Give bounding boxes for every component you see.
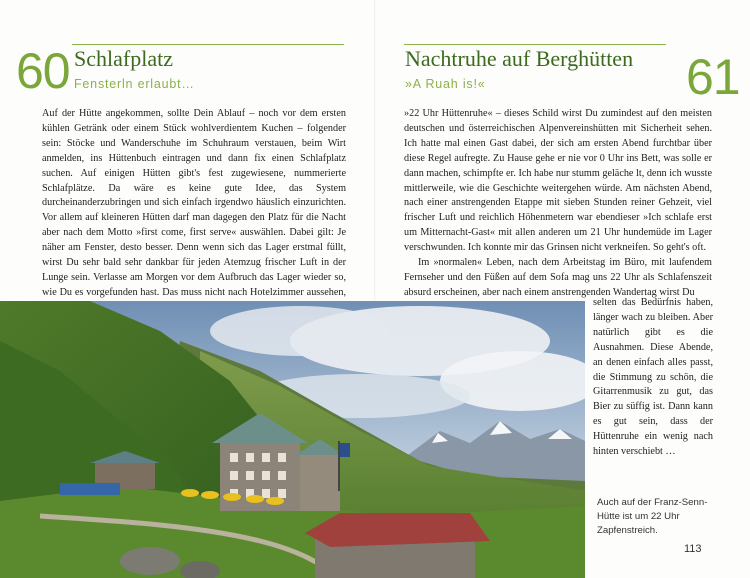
left-title-rule [72, 44, 344, 45]
mountain-hut-landscape-image [0, 301, 585, 578]
right-page-title: Nachtruhe auf Berghütten [405, 46, 634, 71]
photo-caption: Auch auf der Franz-Senn-Hütte ist um 22 Uhr Zapfenstreich. [597, 497, 708, 536]
right-page-number: 61 [686, 49, 740, 105]
right-page-subtitle: »A Ruah is!« [405, 77, 486, 91]
left-page-title: Schlafplatz [74, 46, 173, 71]
right-title-rule [404, 44, 666, 45]
right-body-paragraph-1: »22 Uhr Hüttenruhe« – dieses Schild wirst Du zumindest auf den meisten deutschen und österreichischen Alpenvereinshütten mit Sicherheit sehen. Ich hatte mal einen Gast dabei, der sich am ersten Abend furchtbar über diese Regel aufregte. Zu Hause gehe er nie vor 0 Uhr ins Bett, was solle er dann machen, schimpfte er. Ich habe nur stumm geläche lt, denn ich wusste mittlerweile, wie die Geschichte weitergehen würde. Am nächsten Abend, nach einer anstrengenden Etappe mit sieben Stunden reiner Gehzeit, viel frischer Luft und reichlich Höhenmetern war ebendieser »Ich schlafe erst um Mitternacht-Gast« mit allen anderen um 21 Uhr hundemüde im Lager verschwunden. Ich konnte mir das Grinsen nicht verkneifen. So geht's oft. [404, 108, 712, 254]
left-body-paragraph: Auf der Hütte angekommen, sollte Dein Ablauf – noch vor dem ersten kühlen Getränk oder einem Stück wohlverdientem Kuchen – folgender sein: Stöcke und Wanderschuhe im Schuhraum verstauen, beim Wirt anmelden, ins Hüttenbuch eintragen und dann fix einen Schlafplatz suchen. Auf einigen Hütten gibt's fest zugewiesene, nummerierte Schlafplätze. Da wäre es keine gute Idee, das System durcheinanderzubringen und sich einfach irgendwo häuslich einzurichten. Vor allem auf kleineren Hütten darf man dagegen den Platz für die Nacht aber nach dem Motto »first come, first serve« auswählen. Dabei gilt: Je näher am Fenster, desto besser. Denn wenn sich das Lager erstmal füllt, wirst Du sehr bald sehr dankbar für jeden Atemzug frischer Luft in der Lunge sein. Verlasse am Morgen vor dem Aufbruch das Lager wieder so, wie Du es vorgefunden hast. Das muss nicht nach Hotelzimmer aussehen, [42, 108, 346, 298]
right-body-paragraph-2: Im »normalen« Leben, nach dem Arbeitstag im Büro, mit laufendem Fernseher und den Füßen auf dem Sofa mag uns 22 Uhr als Schlafenszeit absurd erscheinen, aber nach einem anstrengenden Wandertag wirst Du [404, 257, 712, 298]
left-body-text [42, 107, 346, 331]
left-page-subtitle: Fensterln erlaubt… [74, 77, 195, 91]
right-body-text [404, 107, 712, 301]
right-body-paragraph-2-wrap: selten das Bedürfnis haben, länger wach zu bleiben. Aber natürlich gibt es die Ausnahmen. Diese Abende, an denen einfach alles passt, die Stimmung zu schön, die Gitarrenmusik zu gut, das Bier zu süffig ist. Dann kann es gut sein, dass der Hüttenruhe ein wenig nach hinten verschiebt … [593, 297, 713, 458]
right-wrap-text [593, 296, 713, 460]
hut-photo [0, 301, 585, 578]
folio-page-number: 113 [684, 543, 702, 555]
left-page-number: 60 [16, 43, 70, 99]
